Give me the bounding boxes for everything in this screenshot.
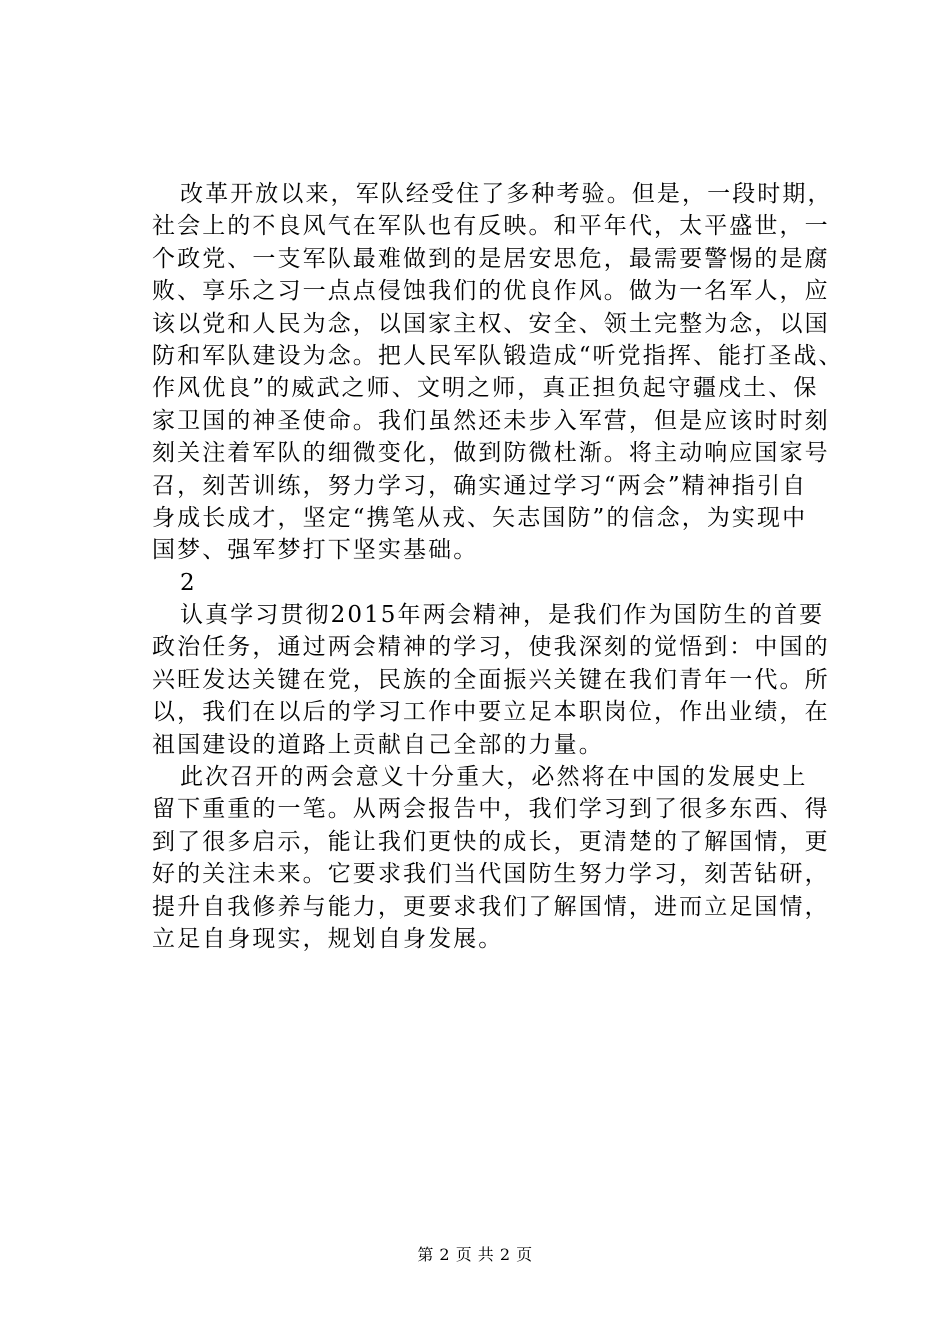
- text-line: 该以党和人民为念，以国家主权、安全、领土完整为念，以国: [152, 310, 830, 337]
- section-number: 2: [180, 569, 197, 596]
- paragraph-3: [152, 761, 830, 955]
- text-line: 兴旺发达关键在党，民族的全面振兴关键在我们青年一代。所: [152, 666, 830, 693]
- text-line: 个政党、一支军队最难做到的是居安思危，最需要警惕的是腐: [152, 245, 830, 272]
- text-line: 立足自身现实，规划自身发展。: [152, 925, 504, 952]
- text-line: 败、享乐之习一点点侵蚀我们的优良作风。做为一名军人，应: [152, 278, 830, 305]
- paragraph-2: [152, 599, 830, 761]
- page-footer: 第 2 页 共 2 页: [417, 1245, 533, 1264]
- text-line: 身成长成才，坚定“携笔从戎、矢志国防”的信念，为实现中: [152, 504, 808, 531]
- text-line: 改革开放以来，军队经受住了多种考验。但是，一段时期，: [180, 181, 833, 207]
- text-line: 好的关注未来。它要求我们当代国防生努力学习，刻苦钻研，: [152, 861, 830, 888]
- text-line: 社会上的不良风气在军队也有反映。和平年代，太平盛世，一: [152, 213, 830, 240]
- text-line: 祖国建设的道路上贡献自己全部的力量。: [152, 731, 604, 758]
- text-line: 此次召开的两会意义十分重大，必然将在中国的发展史上: [180, 764, 808, 791]
- text-line: 召，刻苦训练，努力学习，确实通过学习“两会”精神指引自: [152, 472, 808, 499]
- text-line: 政治任务，通过两会精神的学习，使我深刻的觉悟到：中国的: [152, 634, 830, 661]
- text-line: 作风优良”的威武之师、文明之师，真正担负起守疆戍土、保: [152, 375, 819, 402]
- text-line: 提升自我修养与能力，更要求我们了解国情，进而立足国情，: [152, 893, 830, 920]
- text-line: 以，我们在以后的学习工作中要立足本职岗位，作出业绩，在: [152, 699, 830, 726]
- document-body: [152, 178, 844, 955]
- text-line: 防和军队建设为念。把人民军队锻造成“听党指挥、能打圣战、: [152, 342, 844, 369]
- text-line: 认真学习贯彻2015年两会精神，是我们作为国防生的首要: [180, 602, 825, 629]
- paragraph-1: [152, 178, 844, 567]
- text-line: 家卫国的神圣使命。我们虽然还未步入军营，但是应该时时刻: [152, 407, 830, 434]
- text-line: 国梦、强军梦打下坚实基础。: [152, 537, 479, 564]
- text-line: 刻关注着军队的细微变化，做到防微杜渐。将主动响应国家号: [152, 440, 830, 467]
- text-line: 留下重重的一笔。从两会报告中，我们学习到了很多东西、得: [152, 796, 830, 823]
- text-line: 到了很多启示，能让我们更快的成长，更清楚的了解国情，更: [152, 828, 830, 855]
